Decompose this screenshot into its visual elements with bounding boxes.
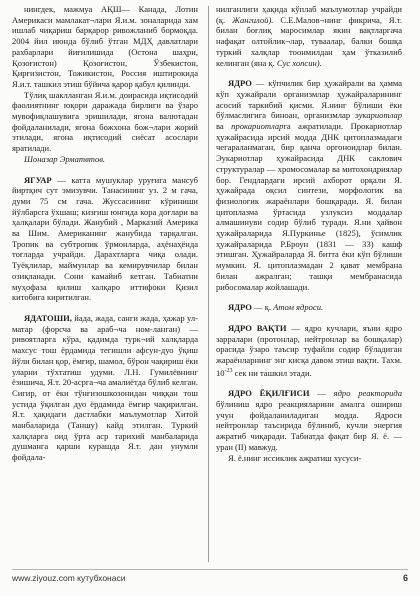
paragraph-integration: Тўлиқ шаклланган Я.и.м. доирасида иқтисодий фаолиятнинг юқори даражада бирлиги ва ўзаро мувофиқлашувига эришилади, ягона валютадан фойдаланилади, ягона божхона бож¬лари жорий этилади, ягона иқтисодий сиёсат асослари яратилади. — [12, 89, 198, 154]
text-run: — ядро кучлари, яъни ядро зарралари (протонлар, нейтронлар ва бошқалар) орасида ўзаро таъсир туфайли содир бўладиган жараёнларнинг энг кисқа давом этиш вақти. Тахм. 10 — [216, 322, 403, 378]
text-run: ва — [216, 121, 232, 132]
left-column — [12, 4, 198, 463]
footer-site-link[interactable]: www.ziyouz.com кутубхонаси — [12, 573, 126, 583]
text-run: нилганлиги ҳақида кўплаб маълумотлар учрайди (қ. — [216, 4, 402, 25]
article-yadro-yoqilgisi-heading: ЯДРО ЁҚИЛҒИСИ — [228, 388, 310, 399]
cross-ref-reactor: ядро реакторида — [333, 388, 402, 399]
footer-divider — [12, 569, 408, 570]
article-yadro-vaqti — [216, 323, 402, 378]
article-jaguar — [12, 175, 198, 303]
author-signature: Шоназар Эрматвтов. — [24, 153, 106, 164]
article-yadatoshi-body: йада, жада, санги жада, ҳажар ул-матар (форсча ва араб¬ча ном-ланган) — ривоятларга кўра, қадимда турк¬ий халқларда махсус тош ёрдамида тегишли афсун-дуо ўқиш йўли билан қор, ёмғир, шамол, бўрон чақириш ёки уларни тўхтатиш удуми. Л.Н. Гумилёвнинг ёзишича, Я.т. 20-асрга¬ча амалиётда бўлиб келган. Сигир, от ёки тўнғизошкозонидан чиққан тош устида ўқилган дуо ёрдамида ёмғир чақирилган. Я.т. ҳақидаги дастлабки маълумотлар Хитой манбаларида (Таншу) кайд этилган. Туркий халқларга оид ўрта аср тарихий манбаларида душманга қарши курашда Я.т. дан унумли фойдала- — [12, 312, 198, 463]
article-yadro-ref-heading: ЯДРО — [228, 302, 252, 313]
text-run: — — [309, 388, 334, 399]
page-footer — [12, 571, 408, 585]
article-yadro — [216, 78, 402, 292]
article-yadatoshi-heading: ЯДАТОШИ, — [24, 312, 72, 323]
paragraph-economic-zone-cont: нингдек, мажмуа АҚШ— Канада, Лотин Америкаси мамлакат¬лари Я.и.м. зоналарида хам ишлаб чиқариш барқарор ривожланиб бормоқда. 2004 йил июнда бўлиб ўтган МДҲ давлатлари рахбарлари йиғилишида (Остона шаҳри, Қозоғистон) Қозоғистон, Ўзбекистон, Қирғизистон, Тожикистон, Россия иштирокида Я.и.т. ташкил этиш бўйича қарор қабул қилинди. — [12, 4, 198, 89]
article-yadro-vaqti-heading: ЯДРО ВАҚТИ — [228, 322, 287, 333]
article-yadro-ref — [216, 302, 402, 313]
page-number: 6 — [402, 573, 408, 583]
term-prokaryotes: прокариотлар — [231, 121, 284, 132]
article-yadro-yoqilgisi — [216, 388, 402, 452]
article-jaguar-body: — катта мушуклар уруғига мансуб йиртқич сут эмизувчи. Танасининг уз. 2 м гача, думи 75 см гача. Жуссасининг кўриниши йўлбарсга ўхшаш; кизғиш юнгида кора доғлари ва ҳалқалари бўлади. Жанубий , Марказий Америка ва Шим. Американинг жанубида тарқалган. Тропик ва субтропик ўрмонларда, аҳёнаҳёнда тоғларда учрайди. Дарахтларга чиқа олади. Туёқлилар, маймунлар ва кемирувчилар билан озиқланади. Сони камайиб кетган. Табиатни муҳофаза қилиш халқаро иттифоки Қизил китобига киритилган. — [12, 174, 198, 303]
text-run: — кўпчилик бир ҳужайрали ва ҳамма кўп ҳужайрали организмлар ҳужайраларининг асосий таркибий қисми. Я.нинг бўлиши ёки бўлмаслигига биноан, организмлар — [216, 78, 402, 121]
text-run: бўлиниш ядро реакцияларини амалга ошириш учун фойдаланиладиган модда. Ядроси нейтронлар таъсирида бўлиниб, кучли энергия ажратиб чиқаради. Табиатда фақат бир Я. ё. — уран (II) мавжуд. — [216, 399, 402, 452]
exponent: -23 — [224, 367, 233, 374]
article-yadatoshi — [12, 313, 198, 463]
text-run: га ажратилади. Прокариотлар ҳужайрасида ирсий модда ДНК цитоплазмадаги чегараланмаган, бир қанча оргоноидлар билан. Эукариотлар ҳужайрасида ДНК саклович структуралар — хромосомалар ва митохондриялар бор. Гендлардаги ирсий ахборот орқали Я. ҳужайрада оқсил синтези, морфологик ва физиологик жараёнлари бошқаради. Я. билан цитоплазма ўртасида узлуксиз моддалар алмашинуви содир бўлиб туради. Я.ни ҳайвон ҳужайраларида Я.Пуркинье (1825), ўсимлик ҳужайраларида Р.Броун (1831 — 33) кашф этишган. Ҳужайраларда Я. битта ёки кўп бўлиши мумкин. Я. цитоплазмадан 2 қават мембрана билан ажралган; ташқи мембранасида рибосомалар жойлашади. — [216, 121, 402, 292]
column-divider — [208, 6, 209, 562]
text-run: — қ. — [251, 302, 274, 313]
paragraph-fuel-heat: Я. ё.нинг иссиклик ажратиш хусуси- — [228, 452, 362, 463]
article-yadro-heading: ЯДРО — [228, 78, 252, 89]
cross-ref-sus-xopsin: Сус хопсин). — [276, 57, 322, 68]
term-eukaryotes: эукариотлар — [355, 110, 402, 121]
article-jaguar-heading: ЯГУАР — [24, 174, 52, 185]
paragraph-yadatoshi-cont — [216, 4, 402, 68]
text-run: сек ни ташкил этади. — [232, 367, 312, 378]
right-column — [216, 4, 402, 463]
cross-ref-jangiloy: Жангилой). — [232, 14, 274, 25]
text-run: С.Е.Малов¬нинг фикрича, Я.т. билан боғлиқ маросимлар якин вақтларгача нафақат олтойлик¬лар, туваалар, балки бошқа туркий халқлар тоонмилдан ҳам ўтказилиб келинган (яна қ. — [216, 14, 402, 68]
cross-ref-atom-nucleus: Атом ядроси. — [273, 302, 324, 313]
